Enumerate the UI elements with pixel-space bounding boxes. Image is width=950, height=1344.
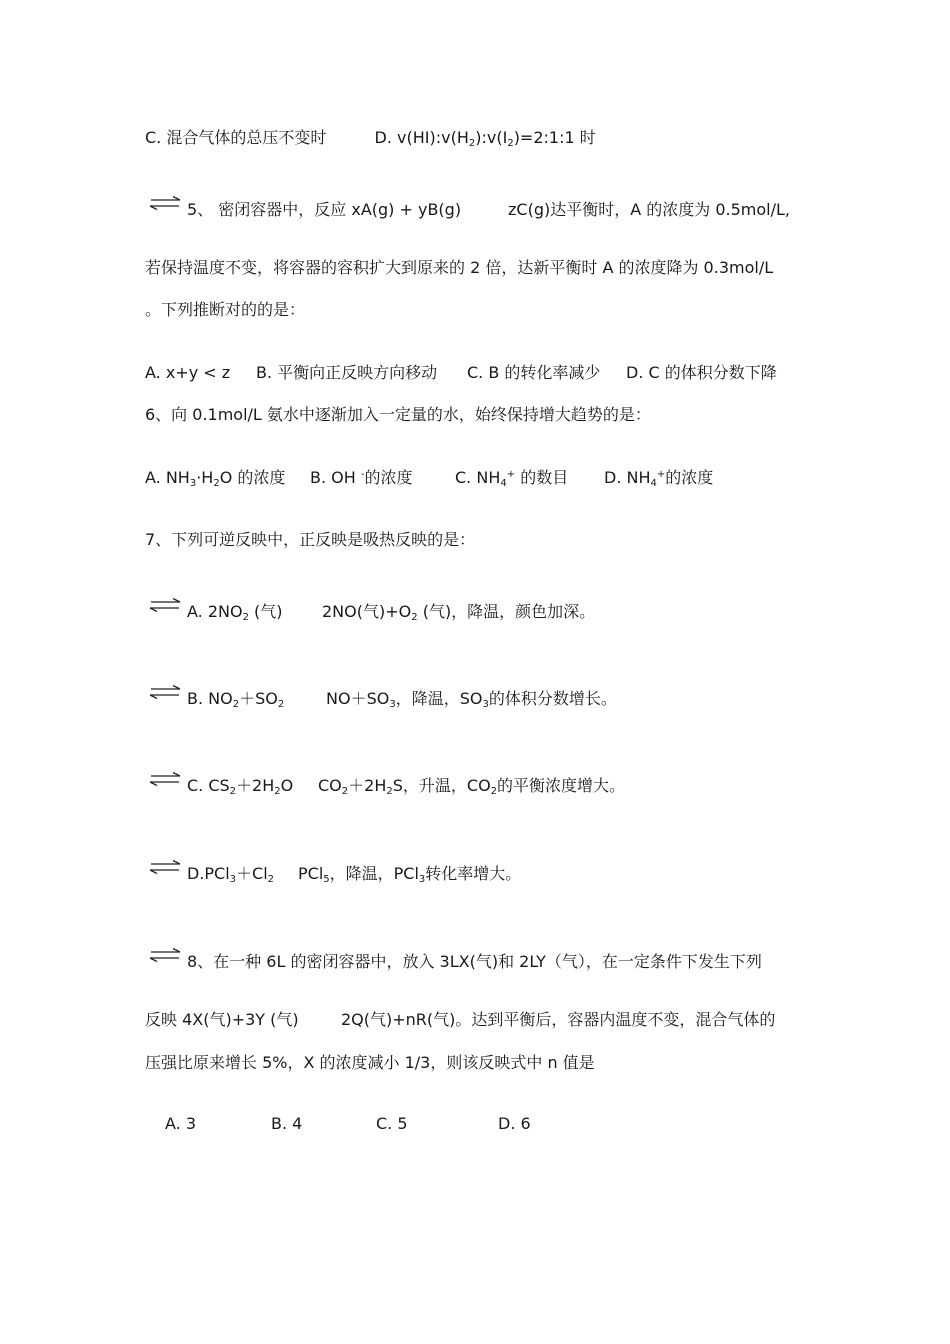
q5-stem-line2: 若保持温度不变，将容器的容积扩大到原来的 2 倍，达新平衡时 A 的浓度降为 0.3mol/L	[145, 258, 774, 277]
q5-stem-line3: 。下列推断对的的是：	[145, 300, 306, 319]
q8-stem-line2-right: 2Q(气)+nR(气)。达到平衡后，容器内温度不变，混合气体的	[341, 1010, 776, 1029]
q5-option-c: C. B 的转化率减少	[467, 363, 601, 382]
equilibrium-arrow-icon	[148, 860, 182, 874]
q7-option-d-left: $D.PCl_3+Cl_2$	[187, 864, 275, 885]
q7-stem: 7、下列可逆反映中，正反映是吸热反映的是：	[145, 530, 476, 549]
q8-option-d: D. 6	[498, 1114, 531, 1133]
equilibrium-arrow-icon	[148, 598, 182, 612]
q6-stem: 6、向 0.1mol/L 氨水中逐渐加入一定量的水，始终保持增大趋势的是：	[145, 405, 651, 424]
q8-stem-line1: 8、在一种 6L 的密闭容器中，放入 3LX(气)和 2LY（气），在一定条件下发生下列	[187, 952, 762, 971]
q7-option-c-right: $CO_2+2H_2S$，升温，$CO_2$的平衡浓度增大。	[318, 776, 626, 797]
equilibrium-arrow-icon	[148, 196, 182, 210]
q7-option-b-left: B. $NO_2+SO_2$	[187, 689, 285, 710]
q5-options	[145, 363, 777, 383]
q5-stem-part1: 5、 密闭容器中，反应 xA(g) + yB(g)	[187, 200, 462, 219]
q8-option-c: C. 5	[376, 1114, 408, 1133]
q7-option-c-left: C. $CS_2+2H_2O$	[187, 776, 294, 797]
q5-option-a: A. x+y < z	[145, 363, 231, 382]
q4-option-c: C. 混合气体的总压不变时	[145, 128, 327, 147]
q6-option-c: C. $NH_4^+$ 的数目	[455, 468, 569, 489]
q8-stem-line2-left: 反映 4X(气)+3Y (气)	[145, 1010, 299, 1029]
equilibrium-arrow-icon	[148, 948, 182, 962]
q4-options-line	[145, 128, 596, 148]
q5-option-d: D. C 的体积分数下降	[626, 363, 777, 382]
q4-option-d: D. $v(HI):v(H_2):v(I_2)=2:1:1$ 时	[374, 128, 596, 149]
equilibrium-arrow-icon	[148, 772, 182, 786]
equilibrium-arrow-icon	[148, 685, 182, 699]
q7-option-b-right: $NO+SO_3$，降温，$SO_3$的体积分数增长。	[326, 689, 617, 710]
q6-option-a: A. $NH_3\cdot H_2O$ 的浓度	[145, 468, 286, 489]
q6-option-d: D. $NH_4^+$的浓度	[604, 468, 714, 489]
q7-option-a-left: A. $2NO_2$ (气)	[187, 602, 283, 623]
q5-stem-part2: zC(g)达平衡时，A 的浓度为 0.5mol/L,	[508, 200, 790, 219]
q7-option-d-right: PCl$_5$，降温，PCl$_3$转化率增大。	[298, 864, 522, 885]
q6-options	[145, 468, 713, 488]
q8-options	[165, 1114, 531, 1134]
q8-option-a: A. 3	[165, 1114, 197, 1133]
q6-option-b: B. OH -的浓度	[310, 468, 413, 487]
q5-option-b: B. 平衡向正反映方向移动	[256, 363, 438, 382]
q7-option-a-right: 2NO(气)$+O_2$ (气)，降温，颜色加深。	[322, 602, 596, 623]
q8-option-b: B. 4	[271, 1114, 303, 1133]
q8-stem-line3: 压强比原来增长 5%，X 的浓度减小 1/3，则该反映式中 n 值是	[145, 1053, 595, 1072]
